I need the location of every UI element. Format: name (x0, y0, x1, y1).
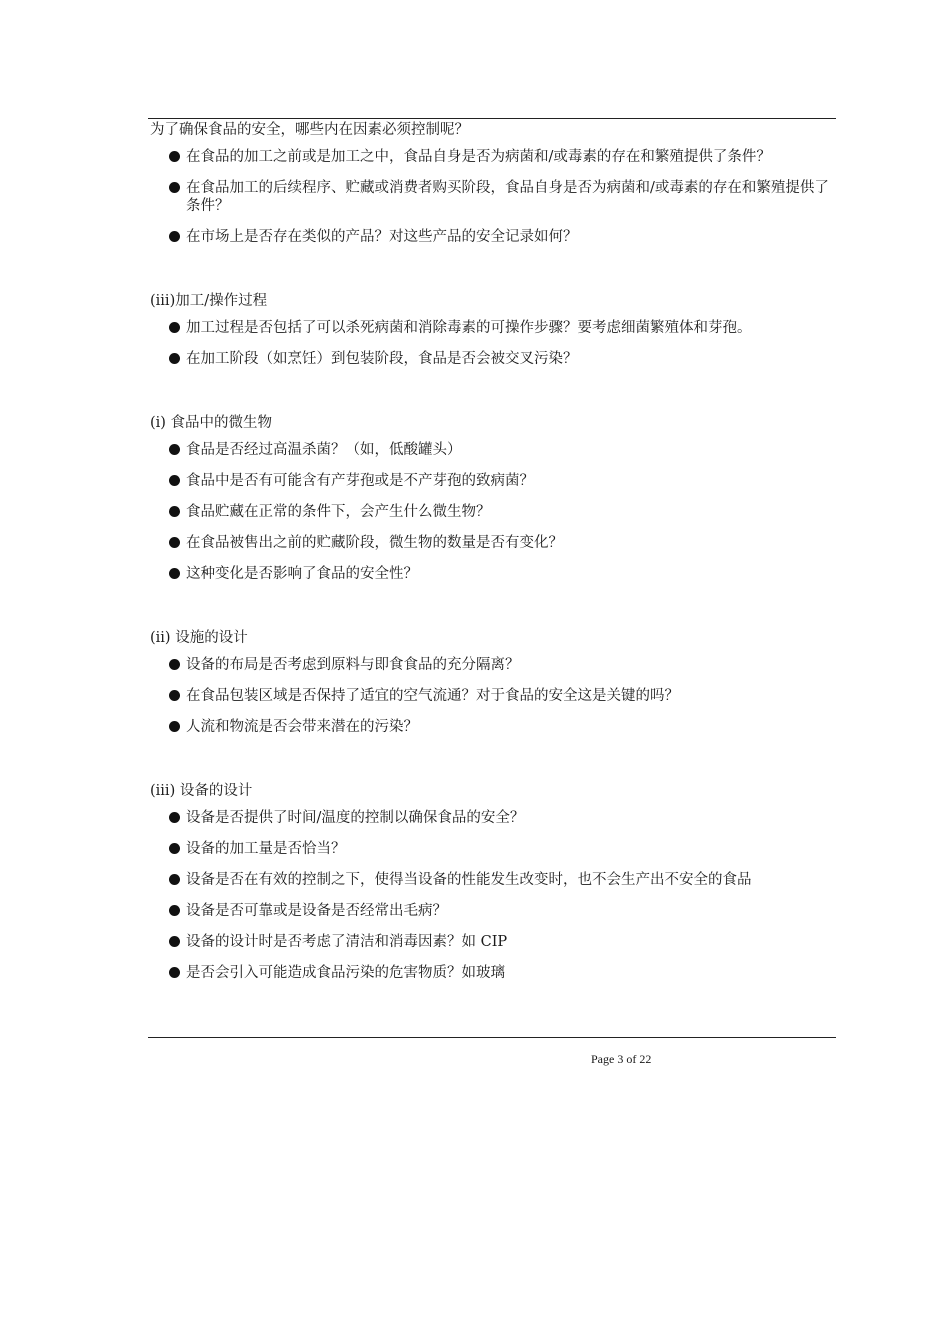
list-item: 在市场上是否存在类似的产品？对这些产品的安全记录如何？ (150, 228, 840, 246)
list-item: 加工过程是否包括了可以杀死病菌和消除毒素的可操作步骤？要考虑细菌繁殖体和芽孢。 (150, 319, 840, 337)
section-list (150, 809, 840, 982)
bullet-icon (169, 568, 180, 579)
bullet-icon (169, 843, 180, 854)
list-item: 设备的加工量是否恰当？ (150, 840, 840, 858)
list-item: 设备是否提供了时间/温度的控制以确保食品的安全？ (150, 809, 840, 827)
bullet-icon (169, 151, 180, 162)
bullet-icon (169, 659, 180, 670)
section-list (150, 656, 840, 736)
list-item: 在加工阶段（如烹饪）到包装阶段，食品是否会被交叉污染？ (150, 350, 840, 368)
bullet-icon (169, 812, 180, 823)
section-heading: (ii) 设施的设计 (150, 630, 248, 646)
section-list (150, 441, 840, 583)
section-equipment-design (150, 780, 840, 982)
list-item: 食品贮藏在正常的条件下，会产生什么微生物？ (150, 503, 840, 521)
list-item: 设备是否在有效的控制之下，使得当设备的性能发生改变时，也不会生产出不安全的食品 (150, 871, 840, 889)
list-item: 设备的布局是否考虑到原料与即食食品的充分隔离？ (150, 656, 840, 674)
bullet-icon (169, 905, 180, 916)
intro-list (150, 148, 840, 246)
list-item: 是否会引入可能造成食品污染的危害物质？如玻璃 (150, 964, 840, 982)
list-item: 设备是否可靠或是设备是否经常出毛病？ (150, 902, 840, 920)
bullet-icon (169, 506, 180, 517)
list-item: 在食品的加工之前或是加工之中，食品自身是否为病菌和/或毒素的存在和繁殖提供了条件？ (150, 148, 840, 166)
bullet-icon (169, 721, 180, 732)
bullet-icon (169, 874, 180, 885)
list-item: 在食品包装区域是否保持了适宜的空气流通？对于食品的安全这是关键的吗？ (150, 687, 840, 705)
section-processing (150, 290, 840, 368)
page-content (150, 119, 840, 995)
bullet-icon (169, 353, 180, 364)
bullet-icon (169, 475, 180, 486)
bullet-icon (169, 182, 180, 193)
section-heading: (iii)加工/操作过程 (150, 293, 268, 309)
list-item: 人流和物流是否会带来潜在的污染？ (150, 718, 840, 736)
list-item: 食品是否经过高温杀菌？（如，低酸罐头） (150, 441, 840, 459)
bullet-icon (169, 231, 180, 242)
bullet-icon (169, 537, 180, 548)
page-number: Page 3 of 22 (591, 1052, 652, 1066)
section-heading: (iii) 设备的设计 (150, 783, 253, 799)
intro-question: 为了确保食品的安全，哪些内在因素必须控制呢？ (150, 122, 469, 138)
bullet-icon (169, 967, 180, 978)
list-item: 在食品加工的后续程序、贮藏或消费者购买阶段，食品自身是否为病菌和/或毒素的存在和繁殖提供了条件？ (150, 179, 840, 215)
section-list (150, 319, 840, 368)
section-heading: (i) 食品中的微生物 (150, 415, 273, 431)
section-microbes (150, 412, 840, 583)
footer-rule (148, 1037, 836, 1038)
bullet-icon (169, 444, 180, 455)
section-facility-design (150, 627, 840, 736)
list-item: 食品中是否有可能含有产芽孢或是不产芽孢的致病菌？ (150, 472, 840, 490)
list-item: 设备的设计时是否考虑了清洁和消毒因素？如 CIP (150, 933, 840, 951)
list-item: 在食品被售出之前的贮藏阶段，微生物的数量是否有变化？ (150, 534, 840, 552)
bullet-icon (169, 690, 180, 701)
bullet-icon (169, 936, 180, 947)
bullet-icon (169, 322, 180, 333)
list-item: 这种变化是否影响了食品的安全性？ (150, 565, 840, 583)
